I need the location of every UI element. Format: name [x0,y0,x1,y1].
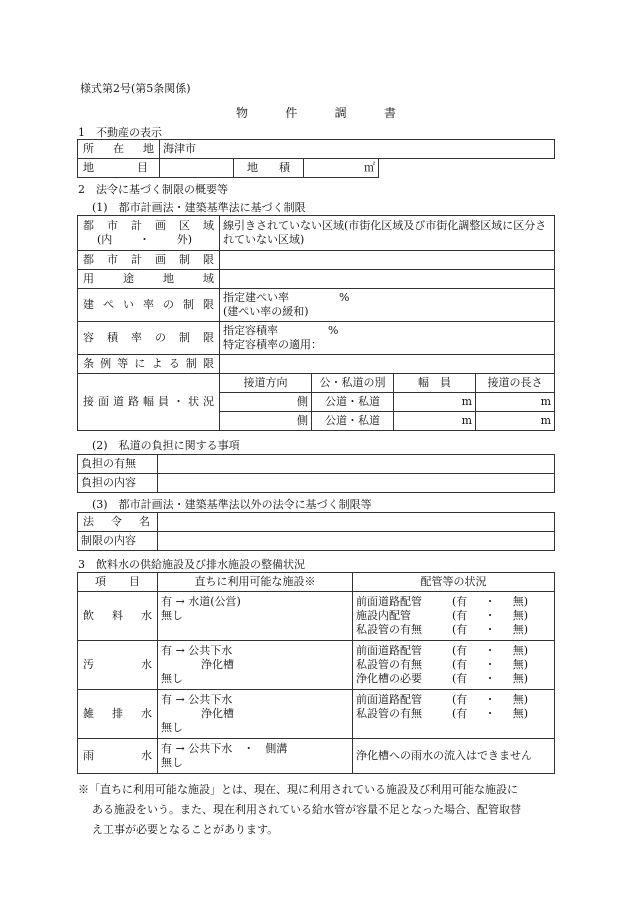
rain-water-label: 雨 水 [78,739,158,774]
road-row: 側 公道・私道 m m [78,393,555,412]
location-label: 所 在 地 [78,140,160,159]
drinking-water-label: 飲 料 水 [78,592,158,641]
grey-water-row: 雑 排 水 有 → 公共下水 浄化槽 無し 前面道路配管 (有 ・ 無) 私設管の有無 (有 ・ 無) [78,690,555,739]
col-pipe-header: 配管等の状況 [353,573,555,592]
road-frontage-label: 接 面 道 路 幅 員 ・ 状 況 [78,374,220,431]
restrictions-table [77,215,555,431]
section-2-heading: 2 法令に基づく制限の概要等 [78,183,228,196]
urban-planning-restriction-label: 都 市 計 画 制 限 [78,251,220,270]
limit-detail-label: 制限の内容 [78,532,158,551]
footnote: ※「直ちに利用可能な施設」とは、現在、現に利用されている施設及び利用可能な施設に ある施設をいう。また、現在利用されている給水管が容量不足となった場合、配管取替 え工事が必要となることがあります。 [78,783,521,836]
document-title: 物 件 調 書 [236,106,396,120]
floor-area-ratio-label: 容 積 率 の 制 限 [78,322,220,355]
building-coverage-label: 建 ぺ い 率 の 制 限 [78,289,220,322]
col-item-header: 項 目 [78,573,158,592]
section-3-heading: 3 飲料水の供給施設及び排水施設の整備状況 [78,558,305,571]
other-laws-table [77,512,555,551]
sewage-row: 汚 水 有 → 公共下水 浄化槽 無し 前面道路配管 (有 ・ 無) 私設管の有無 (有 ・ 無) 浄化槽の必要 (有 ・ 無) [78,641,555,690]
area-value: ㎡ [304,159,379,178]
property-table [77,139,555,178]
ordinance-restriction-label: 条 例 等 に よ る 制 限 [78,355,220,374]
drinking-water-row: 飲 料 水 有 → 水道(公営) 無し 前面道路配管 (有 ・ 無) 施設内配管 (有 ・ 無) 私設管の有無 (有 ・ 無) [78,592,555,641]
law-name-label: 法 令 名 [78,513,158,532]
section-1-heading: 1 不動産の表示 [78,126,162,139]
private-road-table [77,454,555,493]
location-value: 海津市 [160,140,555,159]
land-category-value [160,159,234,178]
col-facility-header: 直ちに利用可能な施設※ [158,573,353,592]
road-header-length: 接道の長さ [476,374,555,393]
burden-detail-label: 負担の内容 [78,474,158,493]
road-header-type: 公・私道の別 [312,374,394,393]
building-coverage-value: 指定建ぺい率 % (建ぺい率の緩和) [220,289,555,322]
urban-planning-area-value: 線引きされていない区域(市街化区域及び市街化調整区域に区分されていない区域) [220,216,555,251]
rain-water-row: 雨 水 有 → 公共下水 ・ 側溝 無し 浄化槽への雨水の流入はできません [78,739,555,774]
subsection-2-1-heading: (1) 都市計画法・建築基準法に基づく制限 [92,201,306,214]
floor-area-ratio-value: 指定容積率 % 特定容積率の適用： [220,322,555,355]
water-facilities-table [77,572,555,774]
land-category-label: 地 目 [78,159,160,178]
rain-water-pipe-note: 浄化槽への雨水の流入はできません [353,739,555,774]
sewage-label: 汚 水 [78,641,158,690]
area-label: 地 積 [234,159,304,178]
use-district-label: 用 途 地 域 [78,270,220,289]
burden-yn-label: 負担の有無 [78,455,158,474]
subsection-2-2-heading: (2) 私道の負担に関する事項 [92,439,240,452]
road-header-width: 幅 員 [394,374,476,393]
road-header-direction: 接道方向 [220,374,312,393]
subsection-2-3-heading: (3) 都市計画法・建築基準法以外の法令に基づく制限等 [92,498,372,511]
grey-water-label: 雑 排 水 [78,690,158,739]
urban-planning-area-label: 都 市 計 画 区 域 (内 ・ 外) [78,216,220,251]
form-number: 様式第2号(第5条関係) [80,82,191,95]
road-row: 側 公道・私道 m m [78,412,555,431]
